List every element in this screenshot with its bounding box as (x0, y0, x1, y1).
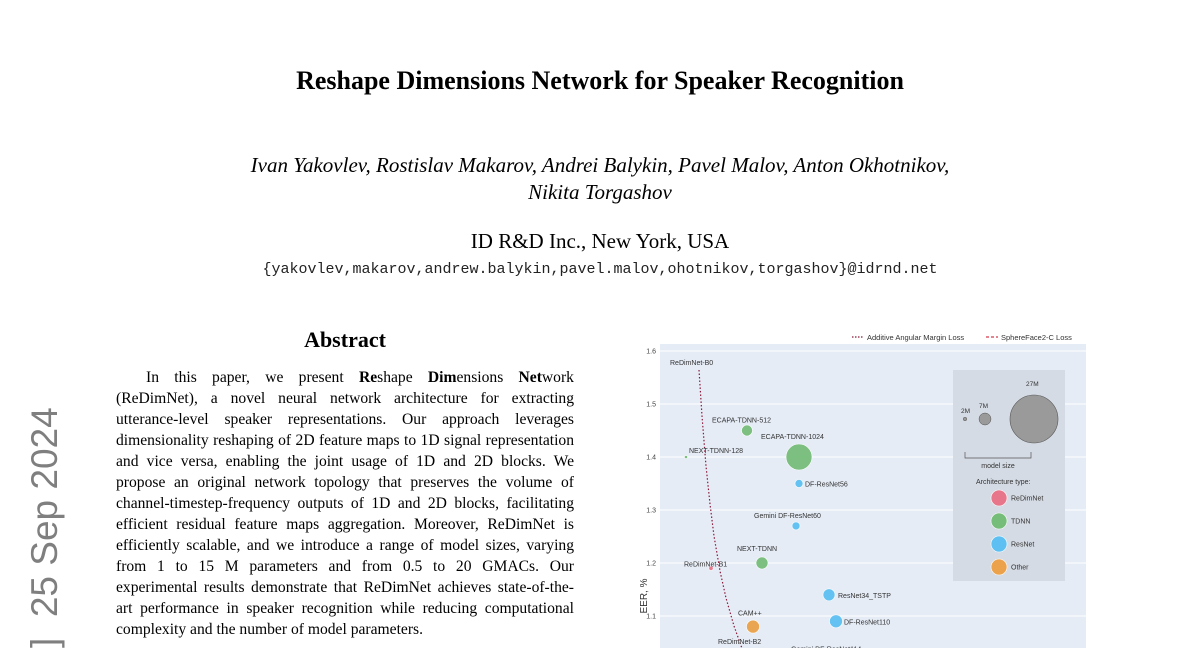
size-legend-label: 27M (1026, 381, 1039, 388)
authors-line-2: Nikita Torgashov (528, 180, 672, 204)
y-tick-label: 1.6 (646, 348, 656, 356)
point-label: Gemini DF-ResNet60 (754, 512, 821, 520)
affiliation: ID R&D Inc., New York, USA (470, 229, 730, 253)
type-legend-swatch-other (991, 559, 1007, 575)
size-legend-small (963, 417, 967, 421)
point-label: ReDimNet-B1 (684, 561, 728, 569)
type-legend-swatch-resnet (991, 536, 1007, 552)
author-emails: {yakovlev,makarov,andrew.balykin,pavel.malov,ohotnikov,torgashov}@idrnd.net (262, 261, 938, 278)
point-label: ECAPA-TDNN-1024 (761, 434, 824, 441)
abstract-body (116, 367, 574, 640)
point-df-resnet56 (795, 480, 803, 488)
y-tick-label: 1.5 (646, 401, 656, 409)
type-legend-label: Other (1011, 564, 1029, 572)
point-label: CAM++ (738, 610, 762, 618)
eer-scatter-chart (630, 326, 1090, 648)
arxiv-date: 25 Sep 2024 (24, 407, 65, 618)
abstract-text: shape (377, 369, 428, 386)
abstract-bold-dim: Dim (427, 369, 457, 386)
author-list (0, 152, 1200, 206)
abstract-text: In this paper, we present (146, 369, 359, 386)
point-label: DF-ResNet56 (805, 481, 848, 489)
eer-vs-model-figure (630, 326, 1090, 648)
abstract-text: work (ReDimNet), a novel neural network architecture for extracting utterance-level speaker representations. Our approach leverages dimensionality reshaping of 2D feature maps to 1D signal representation and vice versa, enabling the joint usage of 1D and 2D blocks. We propose an original network topology that preserves the volume of channel-timestep-frequency outputs of 1D and 2D blocks, facilitating efficient residual feature maps aggregation. Moreover, ReDimNet is efficiently scalable, and we introduce a range of model sizes, varying from 1 to 15 M parameters and from 0.5 to 20 GMACs. Our experimental results demonstrate that ReDimNet achieves state-of-the-art performance in speaker recognition while reducing computational complexity and the number of model parameters. (116, 369, 574, 638)
point-label: ReDimNet-B2 (718, 639, 762, 646)
type-legend-swatch-redimnet (991, 490, 1007, 506)
legend-sf2-label: SphereFace2-C Loss (1001, 333, 1072, 342)
point-label: DF-ResNet110 (844, 619, 891, 627)
abstract-bold-net: Net (518, 369, 542, 386)
point-ecapa-tdnn-1024 (786, 444, 812, 470)
type-legend-label: TDNN (1011, 518, 1031, 526)
point-label: NEXT-TDNN-128 (689, 448, 744, 455)
y-tick-label: 1.1 (646, 613, 656, 621)
point-gemini-df-resnet60 (792, 522, 800, 530)
type-legend-label: ReDimNet (1011, 495, 1044, 503)
abstract-text: ensions (456, 369, 519, 386)
size-legend-label: 2M (961, 408, 971, 415)
type-legend-swatch-tdnn (991, 513, 1007, 529)
point-label: ReDimNet-B0 (670, 360, 714, 367)
point-ecapa-tdnn-512 (742, 425, 753, 436)
point-resnet34-tstp (823, 589, 835, 601)
type-legend-label: ResNet (1011, 541, 1035, 549)
size-legend-title: model size (981, 463, 1015, 470)
size-legend-medium (979, 413, 991, 425)
size-legend-label: 7M (979, 403, 989, 410)
point-cam- (747, 620, 760, 633)
y-axis-label: EER, % (639, 578, 650, 614)
point-next-tdnn-128 (684, 455, 687, 458)
type-legend-title: Architecture type: (976, 479, 1031, 486)
abstract-heading: Abstract (304, 327, 386, 352)
point-label: ResNet34_TSTP (838, 592, 891, 600)
point-label: NEXT-TDNN (737, 546, 778, 553)
authors-line-1: Ivan Yakovlev, Rostislav Makarov, Andrei Balykin, Pavel Malov, Anton Okhotnikov, (250, 153, 950, 177)
y-tick-label: 1.3 (646, 507, 656, 515)
size-legend-large (1010, 395, 1058, 443)
y-tick-label: 1.4 (646, 454, 656, 462)
y-tick-label: 1.2 (646, 560, 656, 568)
point-df-resnet110 (830, 615, 843, 628)
abstract-bold-re: Re (358, 369, 378, 386)
arxiv-bracket: ] (24, 637, 65, 648)
point-label: ECAPA-TDNN-512 (712, 417, 771, 425)
paper-title: Reshape Dimensions Network for Speaker Recognition (296, 66, 904, 95)
arxiv-side-stamp (24, 407, 66, 648)
point-next-tdnn (756, 557, 768, 569)
legend-aam-label: Additive Angular Margin Loss (867, 333, 965, 342)
